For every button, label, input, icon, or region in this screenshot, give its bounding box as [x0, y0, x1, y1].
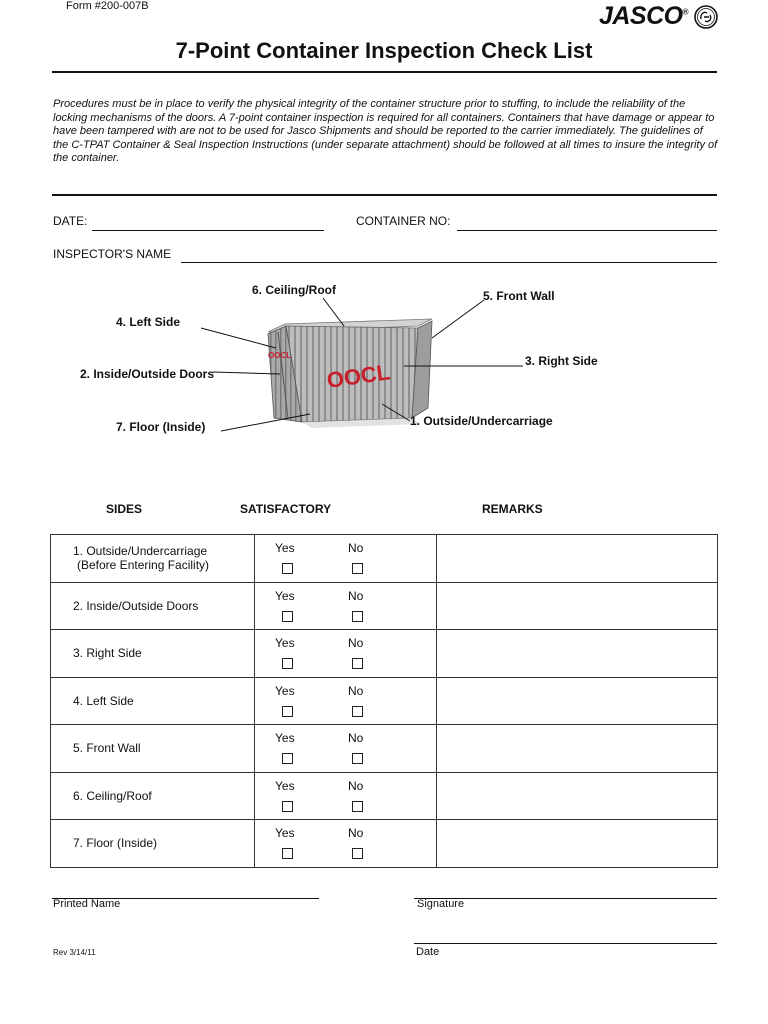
- table-row: [51, 772, 718, 820]
- yes-checkbox[interactable]: [282, 706, 293, 717]
- form-number: Form #200-007B: [66, 0, 149, 12]
- no-checkbox[interactable]: [352, 753, 363, 764]
- no-checkbox[interactable]: [352, 563, 363, 574]
- no-label: No: [348, 731, 364, 745]
- container-no-field[interactable]: [457, 230, 717, 231]
- satisfactory-cell: [255, 820, 437, 868]
- no-checkbox[interactable]: [352, 658, 363, 669]
- logo-area: [599, 2, 718, 31]
- callout-front-wall: 5. Front Wall: [483, 289, 555, 303]
- satisfactory-cell: [255, 677, 437, 725]
- table-row: [51, 582, 718, 630]
- ge-monogram-icon: [694, 5, 718, 29]
- no-label: No: [348, 541, 364, 555]
- no-checkbox[interactable]: [352, 706, 363, 717]
- no-label: No: [348, 826, 364, 840]
- side-cell: [51, 677, 255, 725]
- intro-paragraph: Procedures must be in place to verify the physical integrity of the container structure prior to stuffing, to include the reliability of the locking mechanisms of the doors. A 7-point container inspection is required for all containers. Containers that have damage or appear to have been tampered with are not to be used for Jasco Shipments and should be reported to the carrier immediately. The guidelines of the C-TPAT Container & Seal Inspection Instructions (under separate attachment) should be followed at all times to insure the integrity of the container.: [53, 98, 718, 164]
- table-row: [51, 820, 718, 868]
- inspector-name-field[interactable]: [181, 262, 717, 263]
- no-label: No: [348, 588, 364, 603]
- side-label: 3. Right Side: [73, 646, 142, 661]
- yes-checkbox[interactable]: [282, 658, 293, 669]
- yes-label: Yes: [275, 683, 295, 698]
- container-no-label: CONTAINER NO:: [356, 214, 451, 228]
- inspection-table: [50, 534, 718, 868]
- remarks-cell[interactable]: [437, 820, 718, 868]
- satisfactory-cell: [255, 582, 437, 630]
- container-brand-mark: OOCL: [325, 359, 392, 393]
- title-rule: [52, 71, 717, 73]
- remarks-cell[interactable]: [437, 630, 718, 678]
- side-label: 4. Left Side: [73, 693, 134, 708]
- date-signed-label: Date: [416, 946, 440, 958]
- container-door-mark: OOCL: [268, 351, 292, 360]
- date-label: DATE:: [53, 214, 88, 228]
- yes-label: Yes: [275, 541, 295, 555]
- side-label: 7. Floor (Inside): [73, 836, 158, 851]
- side-label: 6. Ceiling/Roof: [73, 788, 152, 803]
- inspector-name-label: INSPECTOR'S NAME: [53, 247, 172, 261]
- satisfactory-cell: [255, 535, 437, 583]
- date-field[interactable]: [92, 230, 324, 231]
- side-label: 2. Inside/Outside Doors: [73, 598, 199, 613]
- date-signed-field[interactable]: [414, 943, 717, 944]
- container-diagram: [0, 270, 768, 450]
- side-cell: [51, 630, 255, 678]
- jasco-logo: JASCO®: [598, 2, 688, 30]
- yes-checkbox[interactable]: [282, 848, 293, 859]
- side-cell: [51, 820, 255, 868]
- side-cell: [51, 582, 255, 630]
- header-sides: SIDES: [106, 502, 143, 516]
- callout-right-side: 3. Right Side: [525, 354, 598, 368]
- yes-label: Yes: [275, 778, 295, 793]
- callout-doors: 2. Inside/Outside Doors: [80, 367, 215, 381]
- no-checkbox[interactable]: [352, 801, 363, 812]
- callout-ceiling-roof: 6. Ceiling/Roof: [252, 283, 336, 297]
- no-label: No: [348, 778, 364, 793]
- side-cell: [51, 535, 255, 583]
- remarks-cell[interactable]: [437, 535, 718, 583]
- yes-checkbox[interactable]: [282, 753, 293, 764]
- side-cell: [51, 725, 255, 773]
- remarks-cell[interactable]: [437, 772, 718, 820]
- satisfactory-cell: [255, 630, 437, 678]
- no-label: No: [348, 636, 364, 650]
- table-row: [51, 630, 718, 678]
- header-satisfactory: SATISFACTORY: [240, 502, 332, 516]
- yes-label: Yes: [275, 636, 295, 650]
- table-row: [51, 725, 718, 773]
- table-row: [51, 535, 718, 583]
- yes-label: Yes: [275, 588, 295, 603]
- yes-checkbox[interactable]: [282, 563, 293, 574]
- table-row: [51, 677, 718, 725]
- page-title: 7-Point Container Inspection Check List: [175, 38, 593, 63]
- callout-floor: 7. Floor (Inside): [116, 420, 206, 434]
- no-checkbox[interactable]: [352, 848, 363, 859]
- yes-checkbox[interactable]: [282, 611, 293, 622]
- remarks-cell[interactable]: [437, 582, 718, 630]
- printed-name-label: Printed Name: [53, 898, 121, 910]
- no-label: No: [348, 683, 364, 698]
- revision-label: Rev 3/14/11: [53, 948, 96, 957]
- signature-label: Signature: [417, 898, 465, 910]
- yes-label: Yes: [275, 826, 295, 840]
- side-label: 1. Outside/Undercarriage: [73, 544, 208, 559]
- remarks-cell[interactable]: [437, 725, 718, 773]
- no-checkbox[interactable]: [352, 611, 363, 622]
- side-cell: [51, 772, 255, 820]
- remarks-cell[interactable]: [437, 677, 718, 725]
- side-sublabel: (Before Entering Facility): [77, 558, 210, 573]
- satisfactory-cell: [255, 725, 437, 773]
- yes-checkbox[interactable]: [282, 801, 293, 812]
- callout-undercarriage: 1. Outside/Undercarriage: [410, 414, 553, 428]
- callout-left-side: 4. Left Side: [116, 315, 181, 329]
- yes-label: Yes: [275, 731, 295, 745]
- intro-rule: [52, 194, 717, 196]
- side-label: 5. Front Wall: [73, 741, 141, 756]
- satisfactory-cell: [255, 772, 437, 820]
- header-remarks: REMARKS: [482, 502, 543, 516]
